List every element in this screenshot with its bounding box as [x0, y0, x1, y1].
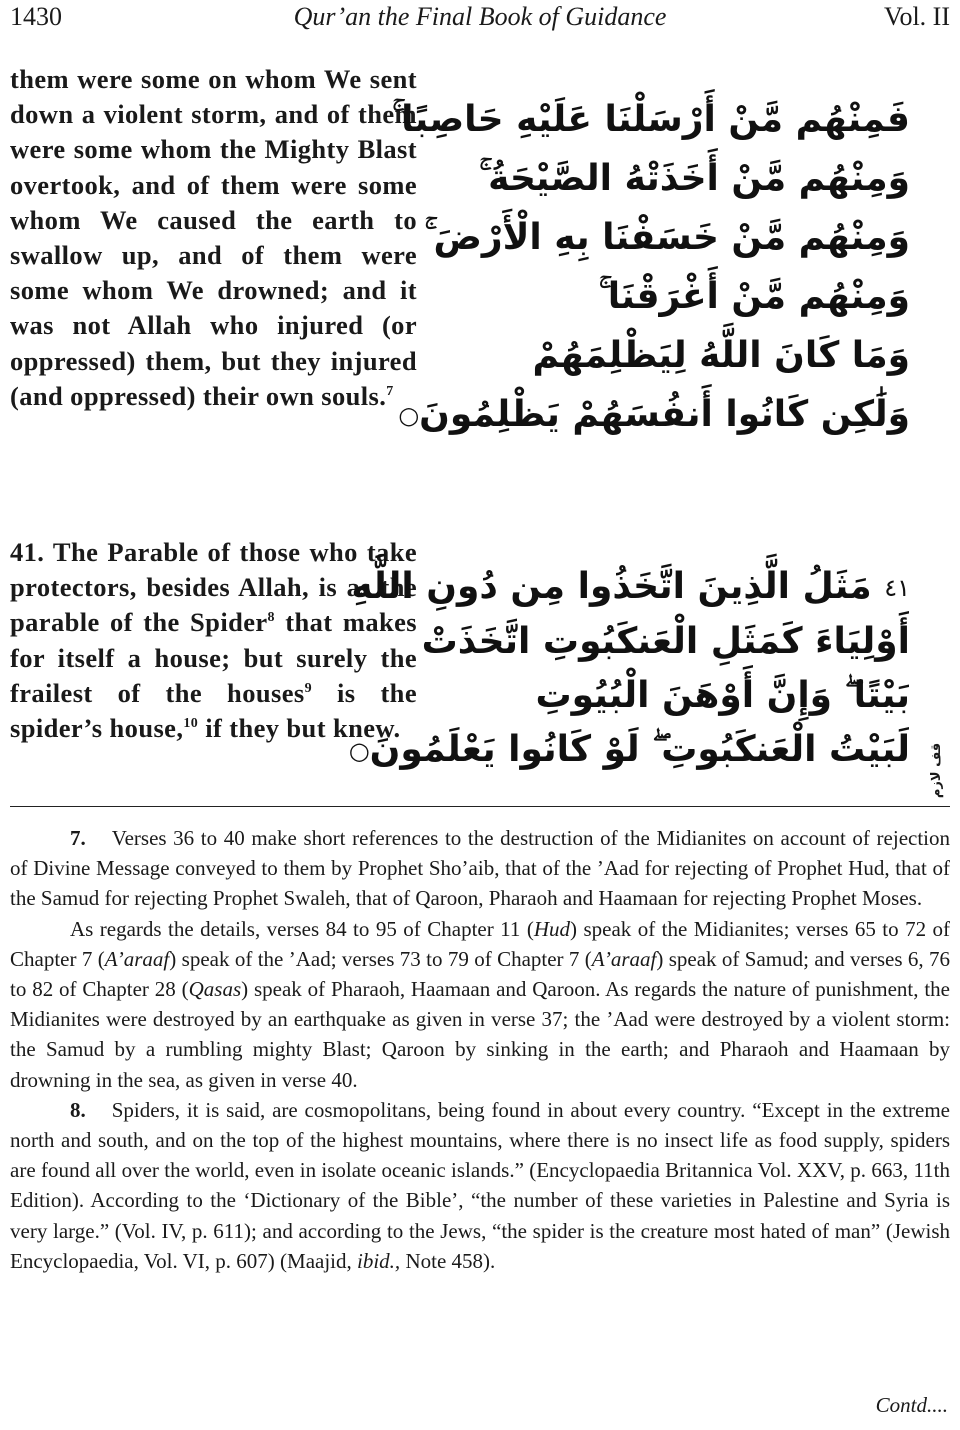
continued-label: Contd.... [875, 1393, 948, 1417]
citation-ibid: ibid., [357, 1248, 401, 1273]
footnote-text: ) speak of the ’Aad; verses 73 to 79 of Chapter 7 ( [169, 946, 592, 971]
footnote-ref-9: 9 [304, 680, 312, 696]
arabic-line: فَمِنْهُم مَّنْ أَرْسَلْنَا عَلَيْهِ حَاصِبًا ۚ [392, 99, 910, 140]
verse-41-arabic [348, 560, 910, 778]
arabic-line: وَمِنْهُم مَّنْ أَخَذَتْهُ الصَّيْحَةُ ۚ [479, 158, 910, 199]
verse-40-translation [10, 62, 417, 414]
arabic-line-text: مَثَلُ الَّذِينَ اتَّخَذُوا مِن دُونِ اللَّهِ [351, 566, 872, 607]
arabic-verse-number: ٤١ [884, 574, 910, 602]
footnote-divider [10, 806, 950, 807]
verse-41-number: 41. [10, 537, 45, 567]
arabic-line-end [398, 385, 910, 446]
footnote-text: Spiders, it is said, are cosmopolitans, being found in about every country. “Except in the extreme north and south, and on the top of the highest mountains, where there is no insect life as food supply, spiders are found all over the world, even in isolate oceanic islands.” (Encyclopaedia Britannica Vol. XXV, p. 663, 11th Edition). According to the ‘Dictionary of the Bible’, “the number of these varieties in Palestine and Syria is very large.” (Vol. IV, p. 611); and according to the Jews, “the spider is the creature most hated of man” (Jewish Encyclopaedia, Vol. VI, p. 607) (Maajid, [10, 1097, 950, 1273]
verse-end-mark: ○ [398, 401, 420, 430]
arabic-line: وَمِنْهُم مَّنْ أَغْرَقْنَا ۚ [598, 276, 910, 317]
footnote-ref-7: 7 [386, 384, 394, 399]
footnote-text: ) speak of the Midianites; verses 65 to 72 of Chapter 7 ( [10, 916, 951, 971]
verse-41-text-1: The Parable of those who take protectors, besides Allah, is as the parable of the Spider [10, 537, 418, 638]
chapter-name: A’araaf [591, 946, 657, 971]
verse-40-arabic [392, 90, 910, 446]
arabic-line-text: وَلَٰكِن كَانُوا أَنفُسَهُمْ يَظْلِمُونَ [419, 394, 910, 435]
arabic-line: أَوْلِيَاءَ كَمَثَلِ الْعَنكَبُوتِ اتَّخَذَتْ [421, 621, 910, 662]
arabic-line: وَمِنْهُم مَّنْ خَسَفْنَا بِهِ الْأَرْضَ ۚ [424, 217, 910, 258]
chapter-name: Hud [533, 916, 571, 941]
verse-40-text: them were some on whom We sent down a violent storm, and of them were some whom the Mighty Blast overtook, and of them were some whom We caused the earth to swallow up, and of them were some whom We drowned; and it was not Allah who injured (or oppressed) them, but they injured (and oppressed) their own souls. [10, 64, 417, 411]
volume-label: Vol. II [884, 2, 950, 31]
running-header [10, 0, 950, 34]
chapter-name: Qasas [188, 977, 242, 1002]
arabic-line-start [351, 560, 910, 615]
margin-pause-text: قف لازم [929, 742, 945, 798]
page-number: 1430 [10, 2, 62, 31]
footnote-ref-10: 10 [183, 716, 199, 732]
footnote-number: 8. [70, 1097, 86, 1122]
arabic-line-end [348, 723, 910, 778]
footnote-text: As regards the details, verses 84 to 95 of Chapter 11 ( [70, 916, 534, 941]
footnote-number: 7. [70, 826, 86, 850]
footnote-7 [10, 823, 950, 914]
verse-41-text-3: is the spider’s house, [10, 677, 417, 744]
verse-end-mark: ○ [348, 737, 370, 765]
arabic-line: وَمَا كَانَ اللَّهُ لِيَظْلِمَهُمْ [532, 335, 910, 376]
footnote-text: Note 458). [400, 1248, 496, 1273]
arabic-line: بَيْتًا ۖ وَإِنَّ أَوْهَنَ الْبُيُوتِ [535, 675, 910, 716]
chapter-name: A’araaf [104, 946, 170, 971]
footnotes [10, 823, 950, 1276]
verse-41-text-2: that makes for itself a house; but surely the frailest of the houses [10, 607, 417, 708]
footnote-text: ) speak of Pharaoh, Haamaan and Qaroon. As regards the nature of punishment, the Midianites were destroyed by an earthquake as given in verse 37; the ’Aad were destroyed by a violent storm: the Samud by a rumbling mighty Blast; Qaroon by sinking in the earth; and Pharaoh and Haamaan by drowning in the sea, as given in verse 40. [10, 977, 951, 1092]
footnote-7-continued [10, 914, 950, 1095]
footnote-text: Verses 36 to 40 make short references to the destruction of the Midianites on account of rejection of Divine Message conveyed to them by Prophet Sho’aib, that of the ’Aad for rejecting of Prophet Hud, that of the Samud for rejecting Prophet Swaleh, that of Qaroon, Pharaoh and Haamaan for rejecting Prophet Moses. [10, 826, 950, 911]
margin-pause-mark [920, 740, 954, 800]
footnote-8 [10, 1095, 950, 1276]
footnote-text: ) speak of Samud; and verses 6, 76 to 82 of Chapter 28 ( [10, 946, 950, 1002]
book-title: Qur’an the Final Book of Guidance [293, 2, 667, 31]
arabic-line-text: لَبَيْتُ الْعَنكَبُوتِ ۖ لَوْ كَانُوا يَعْلَمُونَ [369, 729, 910, 770]
verse-41-text-4: if they but knew. [205, 713, 401, 744]
footnote-ref-8: 8 [267, 610, 275, 626]
